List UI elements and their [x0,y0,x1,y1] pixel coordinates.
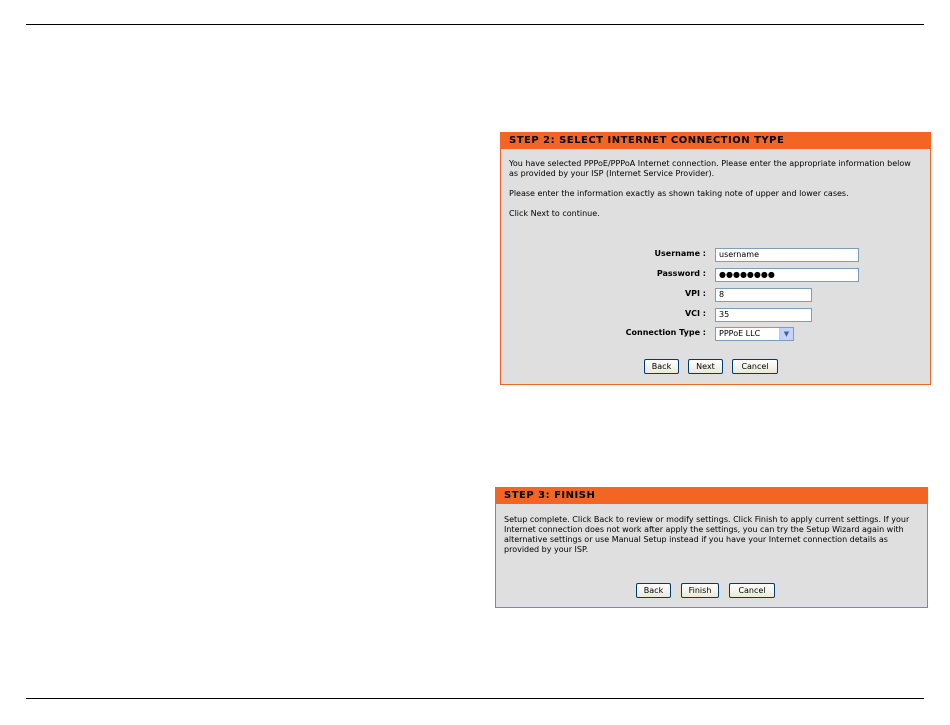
next-button[interactable]: Next [688,359,723,374]
cancel-button[interactable]: Cancel [729,583,775,598]
connection-type-value: PPPoE LLC [719,329,761,338]
back-button[interactable]: Back [636,583,671,598]
vci-input[interactable]: 35 [715,308,812,322]
cancel-button[interactable]: Cancel [732,359,778,374]
step3-title: STEP 3: FINISH [496,488,927,504]
top-divider [26,24,924,25]
bottom-divider [26,698,924,699]
connection-type-label: Connection Type : [625,328,706,337]
vpi-input[interactable]: 8 [715,288,812,302]
back-button[interactable]: Back [644,359,679,374]
username-input[interactable]: username [715,248,859,262]
username-label: Username : [654,249,706,258]
password-input[interactable]: ●●●●●●●● [715,268,859,282]
step2-continue: Click Next to continue. [509,209,600,218]
step2-note: Please enter the information exactly as shown taking note of upper and lower cases. [509,189,849,198]
username-row [501,248,932,262]
step2-panel [500,132,931,385]
password-row [501,268,932,282]
vci-label: VCI : [684,309,706,318]
vpi-label: VPI : [684,289,706,298]
vci-row [501,308,932,322]
password-label: Password : [656,269,706,278]
connection-type-select[interactable] [715,327,794,341]
step2-intro: You have selected PPPoE/PPPoA Internet connection. Please enter the appropriate information below as provided by your ISP (Internet Service Provider). [509,159,911,178]
step3-text: Setup complete. Click Back to review or modify settings. Click Finish to apply current settings. If your Internet connection does not work after apply the settings, you can try the Setup Wizard again with alternative settings or use Manual Setup instead if you have your Internet connection details as provided by your ISP. [504,515,910,554]
chevron-down-icon[interactable]: ▼ [779,328,793,340]
step3-panel [495,487,928,608]
step2-title: STEP 2: SELECT INTERNET CONNECTION TYPE [501,133,930,149]
connection-type-row [501,327,932,341]
vpi-row [501,288,932,302]
finish-button[interactable]: Finish [681,583,719,598]
